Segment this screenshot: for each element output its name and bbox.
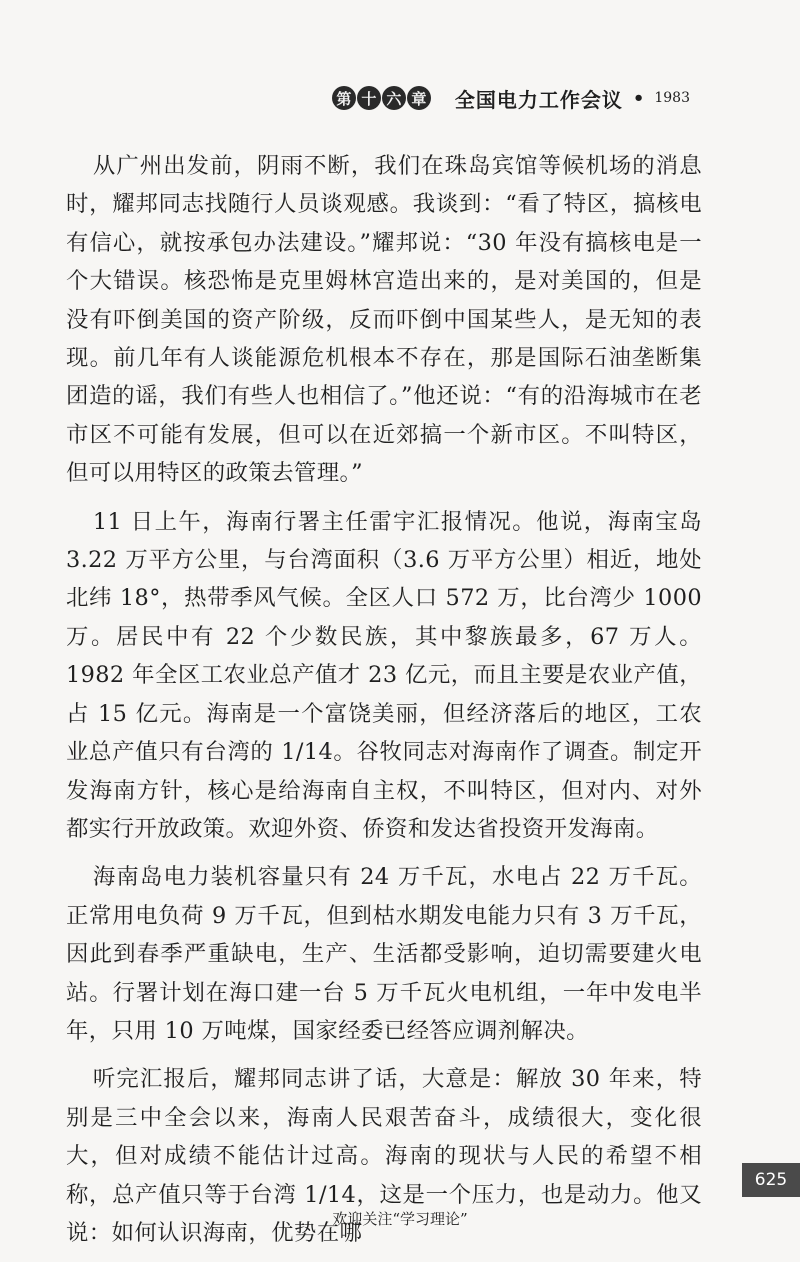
separator-dot: •: [632, 87, 645, 109]
paragraph: 从广州出发前，阴雨不断，我们在珠岛宾馆等候机场的消息时，耀邦同志找随行人员谈观感。我谈到：“看了特区，搞核电有信心，就按承包办法建设。”耀邦说：“30 年没有搞核电是一个大错误。核恐怖是克里姆林宫造出来的，是对美国的，但是没有吓倒美国的资产阶级，反而吓倒中国某些人，是无知的表现。前几年有人谈能源危机根本不存在，那是国际石油垄断集团造的谣，我们有些人也相信了。”他还说：“有的沿海城市在老市区不可能有发展，但可以在近郊搞一个新市区。不叫特区，但可以用特区的政策去管理。”: [66, 153, 702, 487]
chapter-char: 六: [382, 86, 406, 110]
running-header: [332, 82, 690, 114]
page-number: 625: [742, 1163, 800, 1197]
chapter-title: 全国电力工作会议: [454, 87, 623, 112]
paragraph: 11 日上午，海南行署主任雷宇汇报情况。他说，海南宝岛 3.22 万平方公里，与台湾面积（3.6 万平方公里）相近，地处北纬 18°，热带季风气候。全区人口 572 万，比台湾少 1000 万。居民中有 22 个少数民族，其中黎族最多，67 万人。1982 年全区工农业总产值才 23 亿元，而且主要是农业产值，占 15 亿元。海南是一个富饶美丽，但经济落后的地区，工农业总产值只有台湾的 1/14。谷牧同志对海南作了调查。制定开发海南方针，核心是给海南自主权，不叫特区，但对内、对外都实行开放政策。欢迎外资、侨资和发达省投资开发海南。: [66, 508, 702, 842]
chapter-year: 1983: [654, 90, 690, 106]
paragraph: 海南岛电力装机容量只有 24 万千瓦，水电占 22 万千瓦。正常用电负荷 9 万千瓦，但到枯水期发电能力只有 3 万千瓦，因此到春季严重缺电，生产、生活都受影响，迫切需要建火电站。行署计划在海口建一台 5 万千瓦火电机组，一年中发电半年，只用 10 万吨煤，国家经委已经答应调剂解决。: [66, 864, 702, 1044]
chapter-char: 第: [332, 86, 356, 110]
chapter-char: 章: [407, 86, 431, 110]
footer-note: 欢迎关注“学习理论”: [332, 1210, 468, 1228]
chapter-badge: [332, 86, 431, 110]
chapter-char: 十: [357, 86, 381, 110]
paragraph: 听完汇报后，耀邦同志讲了话，大意是：解放 30 年来，特别是三中全会以来，海南人民艰苦奋斗，成绩很大，变化很大，但对成绩不能估计过高。海南的现状与人民的希望不相称，总产值只等于台湾 1/14，这是一个压力，也是动力。他又说：如何认识海南，优势在哪: [66, 1066, 702, 1246]
body-text: [66, 147, 702, 1262]
